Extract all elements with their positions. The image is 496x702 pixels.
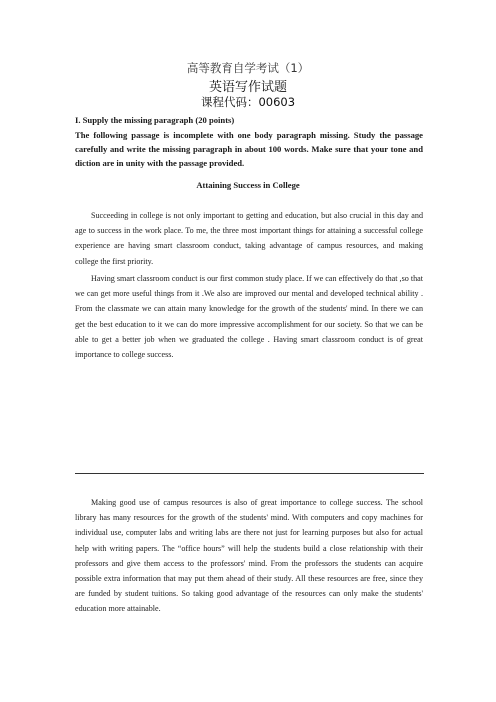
course-code: 课程代码：00603 bbox=[200, 95, 296, 109]
essay-title: Attaining Success in College bbox=[196, 180, 300, 190]
essay-paragraph-1: Succeeding in college is not only important to getting and education, but also crucial in this day and age to success in the work place. To me, the three most important things for attaining a successful college experience are having smart classroom conduct, taking advantage of campus resources, and making college the first priority. bbox=[75, 211, 423, 266]
exam-subject-title: 英语写作试题 bbox=[208, 80, 287, 95]
missing-paragraph-divider bbox=[75, 473, 424, 474]
exam-series-title: 高等教育自学考试（1） bbox=[186, 61, 310, 75]
essay-paragraph-2: Having smart classroom conduct is our first common study place. If we can effectively do that ,so that we can get more useful things from it .We also are improved our mental and developed technical ability . From the classmate we can attain many knowledge for the growth of the students' mind. In there we can get the best education to it we can do more impressive accomplishment for our society. So that we can be able to get a better job when we graduated the college . Having smart classroom conduct is of great importance to college success. bbox=[75, 274, 423, 360]
section-instructions: The following passage is incomplete with one body paragraph missing. Study the passage carefully and write the missing paragraph in about 100 words. Make sure that your tone and diction are in unity with the passage provided. bbox=[75, 130, 423, 168]
section-heading: I. Supply the missing paragraph (20 points) bbox=[75, 115, 235, 125]
essay-paragraph-3: Making good use of campus resources is also of great importance to college success. The school library has many resources for the growth of the students' mind. With computers and copy machines for individual use, computer labs and writing labs are there not just for learning purposes but also for actual help with writing papers. The “office hours” will help the students build a close relationship with their professors and give them access to the professors' mind. From the professors the students can acquire possible extra information that may put them ahead of their study. All these resources are free, since they are funded by student tuitions. So taking good advantage of the resources can only make the students' education more attainable. bbox=[75, 498, 423, 614]
